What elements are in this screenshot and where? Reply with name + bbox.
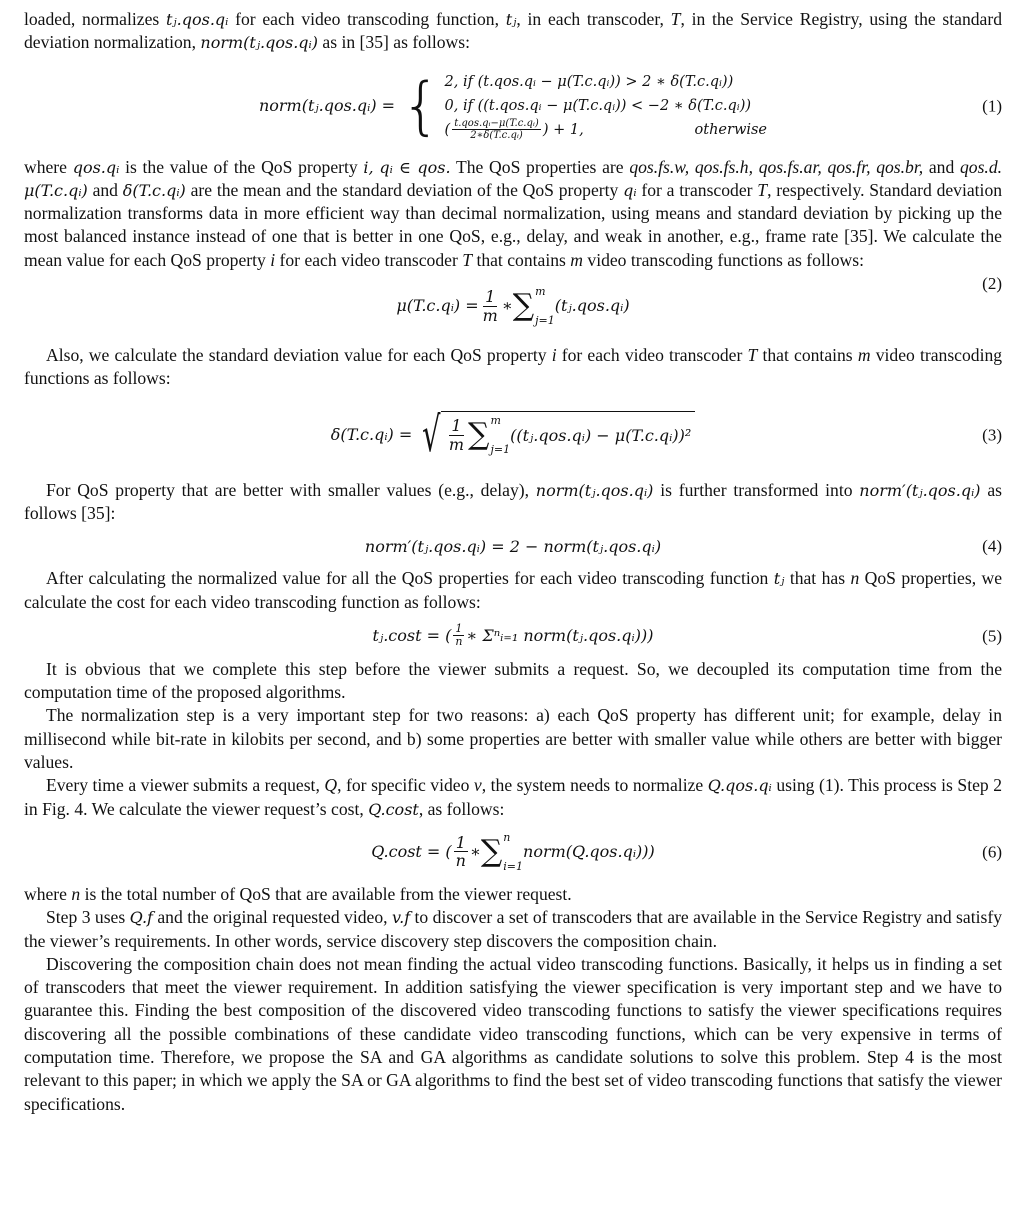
math-inline: δ(T.c.qᵢ) — [122, 180, 186, 200]
text: that has — [789, 568, 846, 589]
equation-number: (1) — [982, 95, 1002, 115]
fraction — [453, 623, 464, 648]
text-italic: qos.fs.w, qos.fs.h, qos.fs.ar, qos.fr, qos.br, — [629, 156, 924, 177]
equation-number: (2) — [982, 274, 1002, 294]
equation-number: (4) — [982, 536, 1002, 556]
text: that contains — [476, 249, 566, 270]
sqrt-symbol: √ — [422, 406, 441, 463]
case-3-tail: + 1, — [553, 121, 584, 138]
text: and the original requested video, — [157, 907, 388, 928]
text: as in [35] as follows: — [322, 32, 470, 53]
text: is the total number of QoS that are available from the viewer request. — [84, 883, 572, 904]
math-inline: norm(tⱼ.qos.qᵢ) — [535, 480, 654, 500]
sum-limits — [503, 832, 523, 872]
equation-lhs: δ(T.c.qᵢ) = — [330, 425, 413, 445]
math-inline: Q.f — [129, 908, 153, 928]
fraction-den: m — [482, 305, 498, 325]
math-inline: i, — [363, 157, 374, 177]
math-inline: Q.cost — [368, 799, 419, 819]
math-inline: m — [570, 249, 583, 270]
fraction-num: 1 — [455, 832, 466, 852]
sum-limits — [490, 415, 510, 455]
paragraph-1 — [24, 8, 1002, 55]
equation-number: (3) — [982, 425, 1002, 445]
text: and — [928, 156, 955, 177]
text: , the system needs to normalize — [481, 775, 704, 796]
paragraph-2 — [24, 156, 1002, 272]
text: where — [24, 156, 67, 177]
sum-symbol: ∑ — [468, 417, 490, 453]
equation-lhs: tⱼ.cost = ( — [372, 626, 452, 646]
math-inline: T — [747, 345, 758, 366]
text: Step 3 uses — [46, 907, 126, 928]
math-inline: norm(tⱼ.qos.qᵢ) — [200, 33, 319, 53]
math-inline: qᵢ — [623, 180, 637, 200]
sqrt-body — [441, 411, 695, 459]
operator: ∗ — [501, 296, 513, 316]
fraction-num: 1 — [451, 416, 462, 436]
case-2: 0, if ((t.qos.qᵢ − μ(T.c.qᵢ)) < −2 ∗ δ(T.c.qᵢ)) — [444, 97, 752, 114]
equation-body: norm(Q.qos.qᵢ))) — [523, 842, 655, 862]
equation-4 — [24, 525, 1002, 567]
text-italic: qos.d. — [959, 156, 1003, 177]
case-3-expr: ( $\frac{\text{t.qos.qᵢ−μ(T.c.qᵢ)}}{\text{2∗δ(T.c.qᵢ)}}$ ) + 1, — [444, 118, 584, 142]
text: Also, we calculate the standard deviation value for each QoS property — [46, 345, 547, 366]
math-inline: tⱼ — [773, 569, 785, 589]
sum-lower: j=1 — [490, 443, 511, 457]
math-inline: Q — [324, 775, 338, 796]
equation-3 — [24, 391, 1002, 479]
equation-lhs: Q.cost = ( — [371, 842, 452, 862]
fraction — [481, 288, 500, 324]
fraction-den: m — [448, 434, 465, 454]
sum-limits — [535, 286, 555, 326]
equation-6 — [24, 821, 1002, 883]
text: , as follows: — [418, 798, 505, 819]
math-inline: qᵢ ∈ qos. — [379, 157, 451, 177]
math-inline: tⱼ — [505, 10, 517, 29]
equation-5 — [24, 614, 1002, 658]
summation — [513, 286, 555, 326]
math-inline: μ(T.c.qᵢ) — [24, 180, 88, 200]
fraction-den: n — [455, 851, 466, 871]
text: that contains — [762, 345, 853, 366]
fraction-den: 2∗δ(T.c.qᵢ) — [470, 130, 523, 142]
math-inline: v — [473, 775, 482, 796]
fraction-num: t.qos.qᵢ−μ(T.c.qᵢ) — [454, 118, 539, 130]
paper-page — [24, 8, 1002, 1116]
sum-upper: n — [503, 830, 511, 844]
paragraph-11: Discovering the composition chain does not mean finding the actual video transcoding functions. Basically, it helps us in finding a set of transcoders that meet the viewer requirement. In addition satisfying the viewer specification is very important step and we have to guarantee this. Finding the best composition of the discovered video transcoding functions to satisfy the viewer specifications requires discovering all the possible combinations of these candidate video transcoding functions, which can be very expensive in terms of computation time. Therefore, we propose the SA and GA algorithms as candidate solutions to solve this problem. Step 4 is the most relevant to this paper; in which we apply the SA or GA algorithms to find the best set of video transcoding functions that satisfy the viewer specifications. — [24, 953, 1002, 1114]
sum-lower: i=1 — [503, 859, 524, 873]
text: is the value of the QoS property — [125, 156, 358, 177]
text: for a transcoder — [641, 179, 753, 200]
text: Every time a viewer submits a request, — [46, 775, 320, 796]
sum-symbol: ∑ — [512, 288, 535, 324]
equation-number: (6) — [982, 842, 1002, 862]
operator: ∗ — [469, 842, 481, 862]
math-inline: n — [850, 568, 860, 589]
fraction-den: n — [455, 635, 463, 649]
math-inline: m — [857, 345, 871, 366]
math-inline: n — [71, 883, 81, 904]
case-row — [445, 118, 767, 142]
fraction-num: 1 — [485, 286, 496, 306]
text: QoS properties, we calculate the cost for each video transcoding function as follows: — [24, 568, 1002, 612]
square-root — [416, 406, 695, 463]
sum-symbol: ∑ — [480, 833, 503, 869]
text: for each video transcoder — [561, 345, 743, 366]
text: for each video transcoding function, — [235, 9, 499, 29]
paragraph-3 — [24, 344, 1002, 391]
math-inline: Q.qos.qᵢ — [707, 776, 772, 796]
text: , for specific video — [337, 775, 470, 796]
fraction — [452, 118, 541, 141]
paragraph-10 — [24, 906, 1002, 953]
equation-1 — [24, 56, 1002, 156]
equation-lhs: μ(T.c.qᵢ) = — [396, 296, 479, 316]
text: video transcoding functions as follows: — [587, 249, 864, 270]
text: where — [24, 883, 67, 904]
paragraph-4 — [24, 479, 1002, 526]
math-inline: i — [270, 249, 276, 270]
text: using (1). This process is Step 2 in Fig. 4. We calculate the viewer request’s cost, — [24, 775, 1003, 819]
sum-upper: m — [535, 285, 546, 299]
equation-body: ∗ Σⁿᵢ₌₁ norm(tⱼ.qos.qᵢ))) — [466, 626, 654, 646]
paragraph-9 — [24, 883, 1002, 906]
math-inline: T — [757, 179, 768, 200]
text: , in the Service Registry, using the standard deviation normalization, — [24, 9, 1003, 53]
text: After calculating the normalized value for all the QoS properties for each video transcoding function — [46, 568, 769, 589]
text: loaded, normalizes — [24, 9, 160, 29]
text: and — [92, 179, 118, 200]
case-3-cond: otherwise — [694, 121, 768, 138]
math-inline: T — [670, 9, 681, 29]
text: For QoS property that are better with smaller values (e.g., delay), — [46, 479, 530, 500]
math-inline: qos.qᵢ — [72, 157, 120, 177]
math-inline: norm′(tⱼ.qos.qᵢ) — [859, 480, 981, 500]
sum-upper: m — [490, 414, 501, 428]
case-1: 2, if (t.qos.qᵢ − μ(T.c.qᵢ)) > 2 ∗ δ(T.c.qᵢ)) — [444, 73, 734, 90]
summation — [468, 415, 510, 455]
text: video transcoding functions as follows: — [24, 345, 1003, 389]
brace: { — [401, 68, 441, 142]
sum-lower: j=1 — [535, 314, 555, 328]
text: for each video transcoder — [279, 249, 458, 270]
paragraph-5 — [24, 567, 1002, 614]
equation-number: (5) — [982, 626, 1002, 646]
fraction — [447, 417, 466, 453]
equation-body: (tⱼ.qos.qᵢ) — [554, 296, 630, 316]
equation-body: norm′(tⱼ.qos.qᵢ) = 2 − norm(tⱼ.qos.qᵢ) — [364, 536, 662, 556]
fraction — [454, 834, 468, 870]
math-inline: T — [462, 249, 473, 270]
math-inline: tⱼ.qos.qᵢ — [165, 10, 229, 29]
paragraph-6: It is obvious that we complete this step before the viewer submits a request. So, we decoupled its computation time from the computation time of the proposed algorithms. — [24, 658, 1002, 703]
summation — [481, 832, 523, 872]
equation-2 — [24, 272, 1002, 340]
equation-body: ((tⱼ.qos.qᵢ) − μ(T.c.qᵢ))² — [510, 425, 692, 445]
paragraph-7: The normalization step is a very important step for two reasons: a) each QoS property has different unit; for example, delay in millisecond while bit-rate in kilobits per second, and b) some properties are better with smaller value while others are better with bigger values. — [24, 705, 1002, 773]
case-row — [445, 94, 767, 118]
text: The QoS properties are — [456, 156, 624, 177]
text: , in each transcoder, — [516, 9, 664, 29]
case-row — [445, 70, 767, 94]
text: to discover a set of transcoders that are available in the Service Registry and satisfy the viewer’s requirements. In other words, service discovery step discovers the composition chain. — [24, 907, 1002, 951]
math-inline: i — [551, 345, 557, 366]
text: , respectively. Standard deviation normalization transforms data in more efficient way than decimal normalization, using means and standard deviation by picking up the most balanced instance instead of one that is better in one QoS, e.g., delay, and weak in another, e.g., frame rate [35]. We calculate the mean value for each QoS property — [24, 179, 1003, 270]
text: as follows [35]: — [24, 479, 1002, 523]
paragraph-8 — [24, 774, 1002, 821]
fraction-num: 1 — [455, 622, 463, 636]
text: is further transformed into — [660, 479, 853, 500]
math-inline: v.f — [391, 908, 411, 928]
equation-lhs: norm(tⱼ.qos.qᵢ) = — [258, 95, 396, 115]
text: are the mean and the standard deviation of the QoS property — [190, 179, 619, 200]
equation-cases — [445, 70, 767, 142]
